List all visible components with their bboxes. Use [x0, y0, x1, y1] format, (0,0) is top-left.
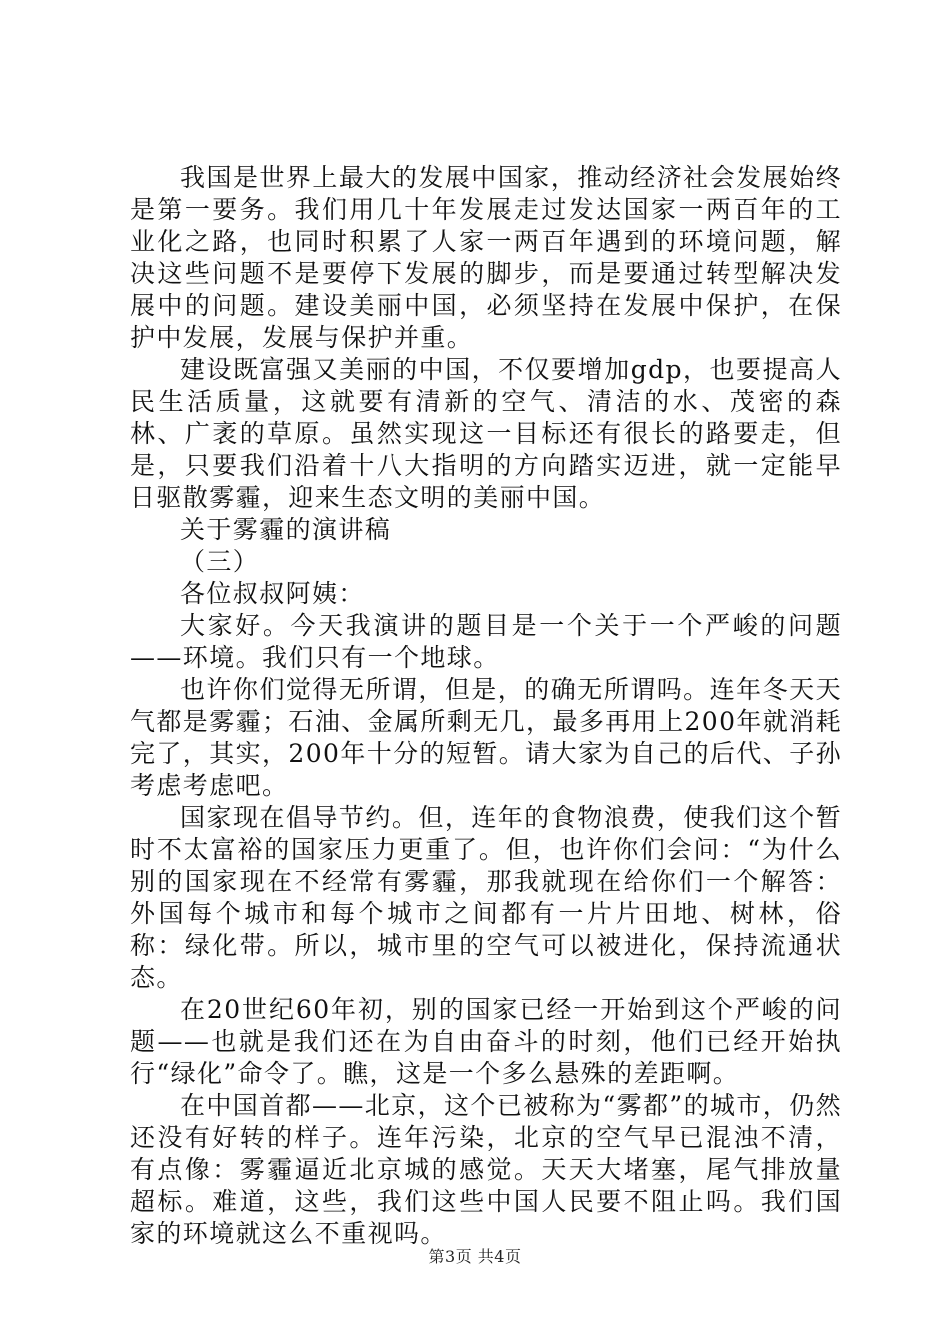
paragraph-2: 建设既富强又美丽的中国，不仅要增加gdp，也要提高人民生活质量，这就要有清新的空气、清洁的水、茂密的森林、广袤的草原。虽然实现这一目标还有很长的路要走，但是，只要我们沿着十八大指明的方向踏实迈进，就一定能早日驱散雾霾，迎来生态文明的美丽中国。 [130, 355, 842, 512]
paragraph-8: 国家现在倡导节约。但，连年的食物浪费，使我们这个暂时不太富裕的国家压力更重了。但，也许你们会问：“为什么别的国家现在不经常有雾霾，那我就现在给你们一个解答：外国每个城市和每个城市之间都有一片片田地、树林，俗称：绿化带。所以，城市里的空气可以被进化，保持流通状态。 [130, 803, 842, 992]
document-body [130, 162, 842, 1250]
page-footer: 第3页 共4页 [428, 1247, 522, 1266]
speech-title: 关于雾霾的演讲稿 [180, 515, 392, 544]
paragraph-6: 大家好。今天我演讲的题目是一个关于一个严峻的问题——环境。我们只有一个地球。 [130, 611, 842, 672]
paragraph-1: 我国是世界上最大的发展中国家，推动经济社会发展始终是第一要务。我们用几十年发展走过发达国家一两百年的工业化之路，也同时积累了人家一两百年遇到的环境问题，解决这些问题不是要停下发展的脚步，而是要通过转型解决发展中的问题。建设美丽中国，必须坚持在发展中保护，在保护中发展，发展与保护并重。 [130, 163, 842, 352]
section-number: （三） [180, 547, 260, 576]
paragraph-9: 在20世纪60年初，别的国家已经一开始到这个严峻的问题——也就是我们还在为自由奋斗的时刻，他们已经开始执行“绿化”命令了。瞧，这是一个多么悬殊的差距啊。 [130, 995, 842, 1088]
salutation: 各位叔叔阿姨： [180, 579, 365, 608]
paragraph-10: 在中国首都——北京，这个已被称为“雾都”的城市，仍然还没有好转的样子。连年污染，北京的空气早已混浊不清，有点像：雾霾逼近北京城的感觉。天天大堵塞，尾气排放量超标。难道，这些，我们这些中国人民要不阻止吗。我们国家的环境就这么不重视吗。 [130, 1091, 842, 1248]
paragraph-7: 也许你们觉得无所谓，但是，的确无所谓吗。连年冬天天气都是雾霾；石油、金属所剩无几，最多再用上200年就消耗完了，其实，200年十分的短暂。请大家为自己的后代、子孙考虑考虑吧。 [130, 675, 842, 800]
